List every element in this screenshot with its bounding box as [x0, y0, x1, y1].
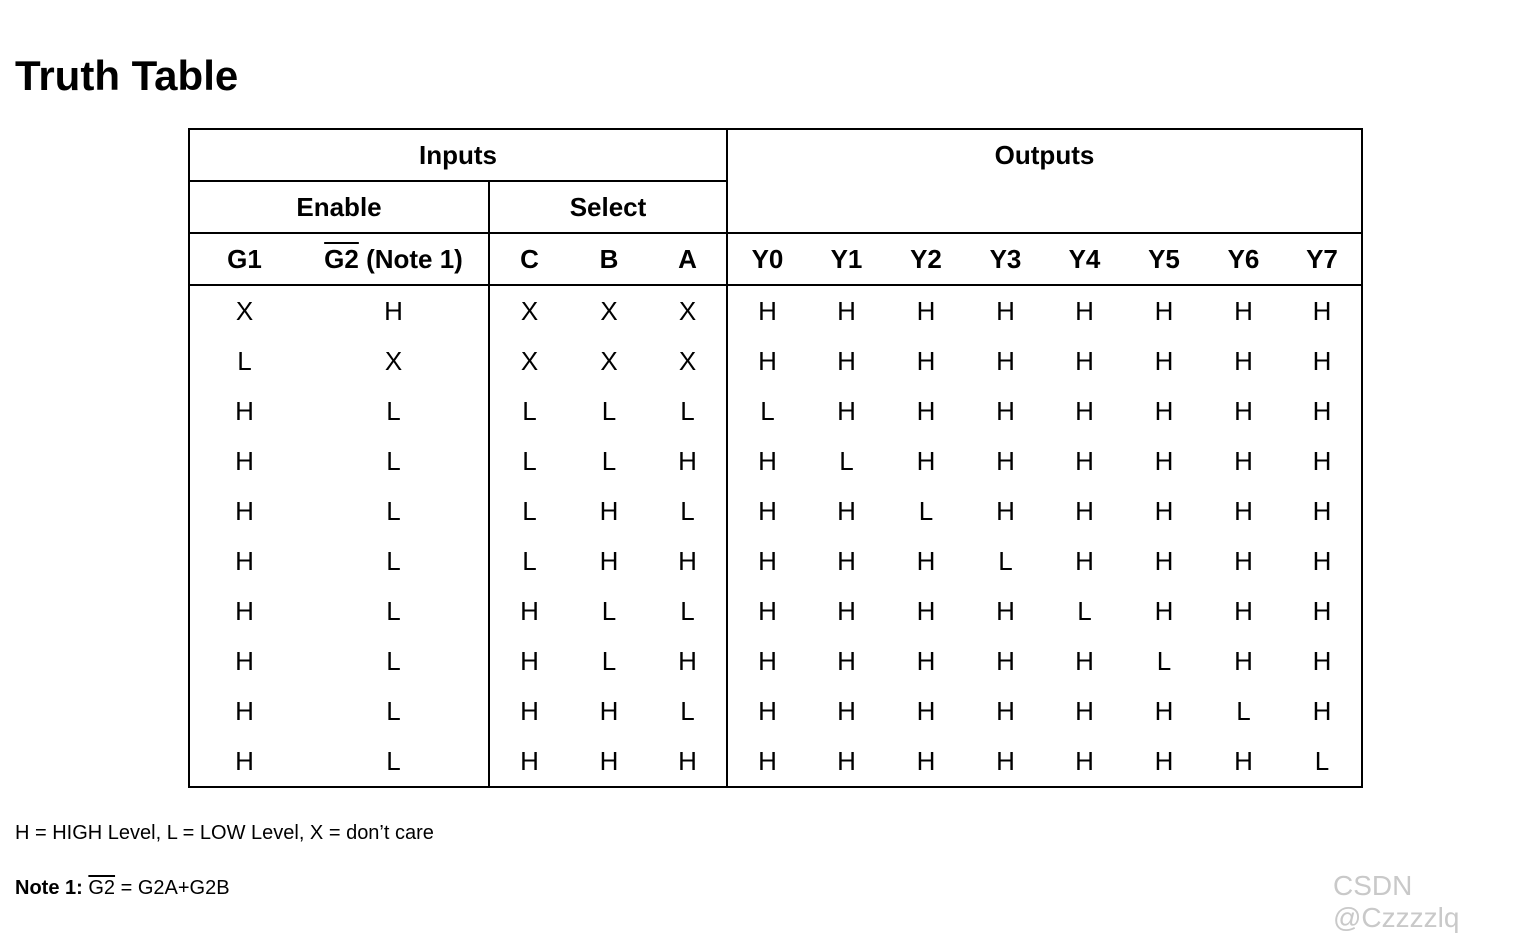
table-row — [189, 436, 1362, 486]
table-cell: H — [837, 745, 856, 776]
note-1 — [15, 877, 230, 900]
note-label: Note 1: — [15, 877, 83, 899]
table-row — [189, 336, 1362, 386]
table-cell: H — [916, 295, 936, 326]
table-cell: H — [235, 495, 254, 526]
table-cell: L — [918, 495, 934, 526]
table-cell: H — [1154, 345, 1174, 376]
table-row — [189, 586, 1362, 636]
table-cell: L — [522, 545, 537, 576]
table-cell: L — [522, 395, 537, 426]
table-cell: L — [299, 686, 489, 736]
table-cell: H — [837, 395, 856, 426]
table-row — [189, 486, 1362, 536]
table-cell: L — [1077, 595, 1092, 626]
table-cell: H — [235, 445, 254, 476]
table-cell: H — [1234, 345, 1253, 376]
table-cell: H — [1154, 695, 1174, 726]
table-cell: H — [1312, 645, 1332, 676]
table-cell: H — [758, 295, 777, 326]
note-rest: = G2A+G2B — [115, 877, 230, 899]
table-cell: H — [996, 645, 1015, 676]
table-cell: H — [1075, 395, 1094, 426]
table-cell: L — [601, 645, 617, 676]
table-cell: H — [916, 645, 936, 676]
table-cell: H — [520, 645, 539, 676]
col-g2-note: (Note 1) — [358, 243, 463, 274]
table-cell: X — [235, 295, 254, 326]
table-cell: H — [837, 645, 856, 676]
table-cell: H — [837, 545, 856, 576]
table-cell: L — [522, 445, 537, 476]
table-cell: H — [996, 695, 1015, 726]
table-cell: H — [1312, 395, 1332, 426]
table-cell: H — [1234, 595, 1253, 626]
table-cell: H — [1075, 695, 1094, 726]
table-cell: L — [299, 436, 489, 486]
table-cell: H — [1075, 645, 1094, 676]
table-cell: H — [996, 345, 1015, 376]
page-title: Truth Table — [15, 52, 239, 99]
table-cell: L — [649, 386, 727, 436]
table-cell: H — [1154, 545, 1174, 576]
table-cell: H — [649, 536, 727, 586]
table-cell: H — [1312, 295, 1332, 326]
table-row — [189, 285, 1362, 336]
table-cell: H — [1234, 295, 1253, 326]
table-cell: H — [916, 395, 936, 426]
table-cell: H — [649, 636, 727, 686]
col-y2: Y2 — [886, 233, 966, 285]
table-cell: H — [1312, 445, 1332, 476]
table-cell: H — [599, 695, 619, 726]
table-cell: H — [1075, 545, 1094, 576]
table-cell: L — [299, 736, 489, 787]
table-cell: H — [1312, 345, 1332, 376]
table-cell: H — [1075, 745, 1094, 776]
table-cell: H — [1234, 645, 1253, 676]
col-g2 — [299, 233, 489, 285]
table-cell: H — [916, 345, 936, 376]
table-cell: L — [760, 395, 775, 426]
table-cell: H — [1234, 545, 1253, 576]
table-cell: X — [649, 336, 727, 386]
table-cell: H — [758, 595, 777, 626]
table-cell: H — [235, 645, 254, 676]
enable-header: Enable — [189, 181, 489, 233]
col-g1: G1 — [189, 233, 299, 285]
table-cell: L — [237, 345, 252, 376]
table-cell: H — [1075, 295, 1094, 326]
table-cell: H — [1075, 345, 1094, 376]
outputs-header: Outputs — [727, 129, 1362, 233]
table-cell: H — [1234, 445, 1253, 476]
table-cell: H — [758, 345, 777, 376]
table-cell: L — [299, 586, 489, 636]
col-y5: Y5 — [1124, 233, 1204, 285]
table-cell: X — [600, 295, 618, 326]
table-cell: H — [1154, 295, 1174, 326]
truth-table-body — [189, 285, 1362, 787]
table-cell: H — [235, 595, 254, 626]
note-g2: G2 — [88, 877, 116, 899]
table-cell: H — [758, 445, 777, 476]
table-cell: X — [520, 295, 539, 326]
table-row — [189, 536, 1362, 586]
table-cell: H — [1154, 745, 1174, 776]
table-cell: H — [916, 745, 936, 776]
table-row — [189, 636, 1362, 686]
table-cell: H — [758, 645, 777, 676]
table-cell: L — [649, 486, 727, 536]
table-cell: H — [299, 285, 489, 336]
table-cell: H — [1234, 495, 1253, 526]
table-cell: H — [649, 436, 727, 486]
table-cell: H — [837, 295, 856, 326]
table-cell: L — [839, 445, 854, 476]
table-row — [189, 686, 1362, 736]
table-cell: H — [996, 595, 1015, 626]
table-cell: L — [601, 445, 617, 476]
table-row — [189, 736, 1362, 787]
col-y6: Y6 — [1204, 233, 1283, 285]
table-cell: H — [1075, 445, 1094, 476]
table-cell: L — [299, 486, 489, 536]
table-cell: H — [1312, 595, 1332, 626]
table-cell: H — [916, 445, 936, 476]
table-cell: H — [1312, 495, 1332, 526]
table-cell: L — [601, 595, 617, 626]
table-cell: H — [1312, 695, 1332, 726]
table-cell: H — [758, 545, 777, 576]
table-cell: H — [1075, 495, 1094, 526]
table-cell: H — [599, 745, 619, 776]
truth-table — [188, 128, 1363, 788]
col-y1: Y1 — [807, 233, 886, 285]
select-header: Select — [489, 181, 727, 233]
table-cell: H — [758, 745, 777, 776]
table-cell: L — [998, 545, 1013, 576]
col-y0: Y0 — [727, 233, 807, 285]
table-cell: X — [299, 336, 489, 386]
col-y4: Y4 — [1045, 233, 1124, 285]
table-cell: H — [649, 736, 727, 787]
table-cell: H — [996, 745, 1015, 776]
table-cell: H — [996, 495, 1015, 526]
table-cell: H — [1234, 395, 1253, 426]
table-cell: X — [520, 345, 539, 376]
table-cell: L — [299, 386, 489, 436]
table-cell: H — [235, 395, 254, 426]
table-cell: H — [916, 595, 936, 626]
table-cell: H — [235, 545, 254, 576]
table-cell: H — [1154, 445, 1174, 476]
table-cell: H — [520, 595, 539, 626]
table-cell: H — [758, 495, 777, 526]
table-cell: H — [837, 695, 856, 726]
table-row — [189, 386, 1362, 436]
col-y3: Y3 — [966, 233, 1045, 285]
inputs-header: Inputs — [189, 129, 727, 181]
table-cell: H — [235, 695, 254, 726]
table-cell: H — [837, 495, 856, 526]
col-g2-overlined: G2 — [324, 243, 359, 274]
table-cell: L — [299, 536, 489, 586]
table-cell: L — [1314, 745, 1330, 776]
legend-text: H = HIGH Level, L = LOW Level, X = don’t care — [15, 822, 434, 844]
table-cell: H — [837, 595, 856, 626]
table-cell: L — [649, 586, 727, 636]
col-a: A — [649, 233, 727, 285]
table-cell: L — [522, 495, 537, 526]
table-cell: H — [235, 745, 254, 776]
col-c: C — [489, 233, 569, 285]
table-cell: H — [916, 695, 936, 726]
table-cell: L — [649, 686, 727, 736]
table-cell: H — [996, 445, 1015, 476]
table-cell: L — [1156, 645, 1172, 676]
table-cell: H — [916, 545, 936, 576]
table-cell: H — [996, 295, 1015, 326]
table-cell: H — [1154, 395, 1174, 426]
table-cell: H — [1154, 495, 1174, 526]
table-cell: H — [996, 395, 1015, 426]
table-cell: X — [600, 345, 618, 376]
table-cell: L — [1236, 695, 1251, 726]
col-y7: Y7 — [1283, 233, 1362, 285]
table-cell: H — [1154, 595, 1174, 626]
table-cell: H — [520, 745, 539, 776]
table-cell: H — [758, 695, 777, 726]
table-cell: H — [599, 495, 619, 526]
table-cell: X — [649, 285, 727, 336]
table-cell: H — [837, 345, 856, 376]
table-cell: L — [601, 395, 617, 426]
watermark: CSDN @Czzzzlq — [1333, 870, 1460, 933]
table-cell: H — [599, 545, 619, 576]
table-cell: H — [1312, 545, 1332, 576]
col-b: B — [569, 233, 649, 285]
table-cell: L — [299, 636, 489, 686]
table-cell: H — [1234, 745, 1253, 776]
table-cell: H — [520, 695, 539, 726]
